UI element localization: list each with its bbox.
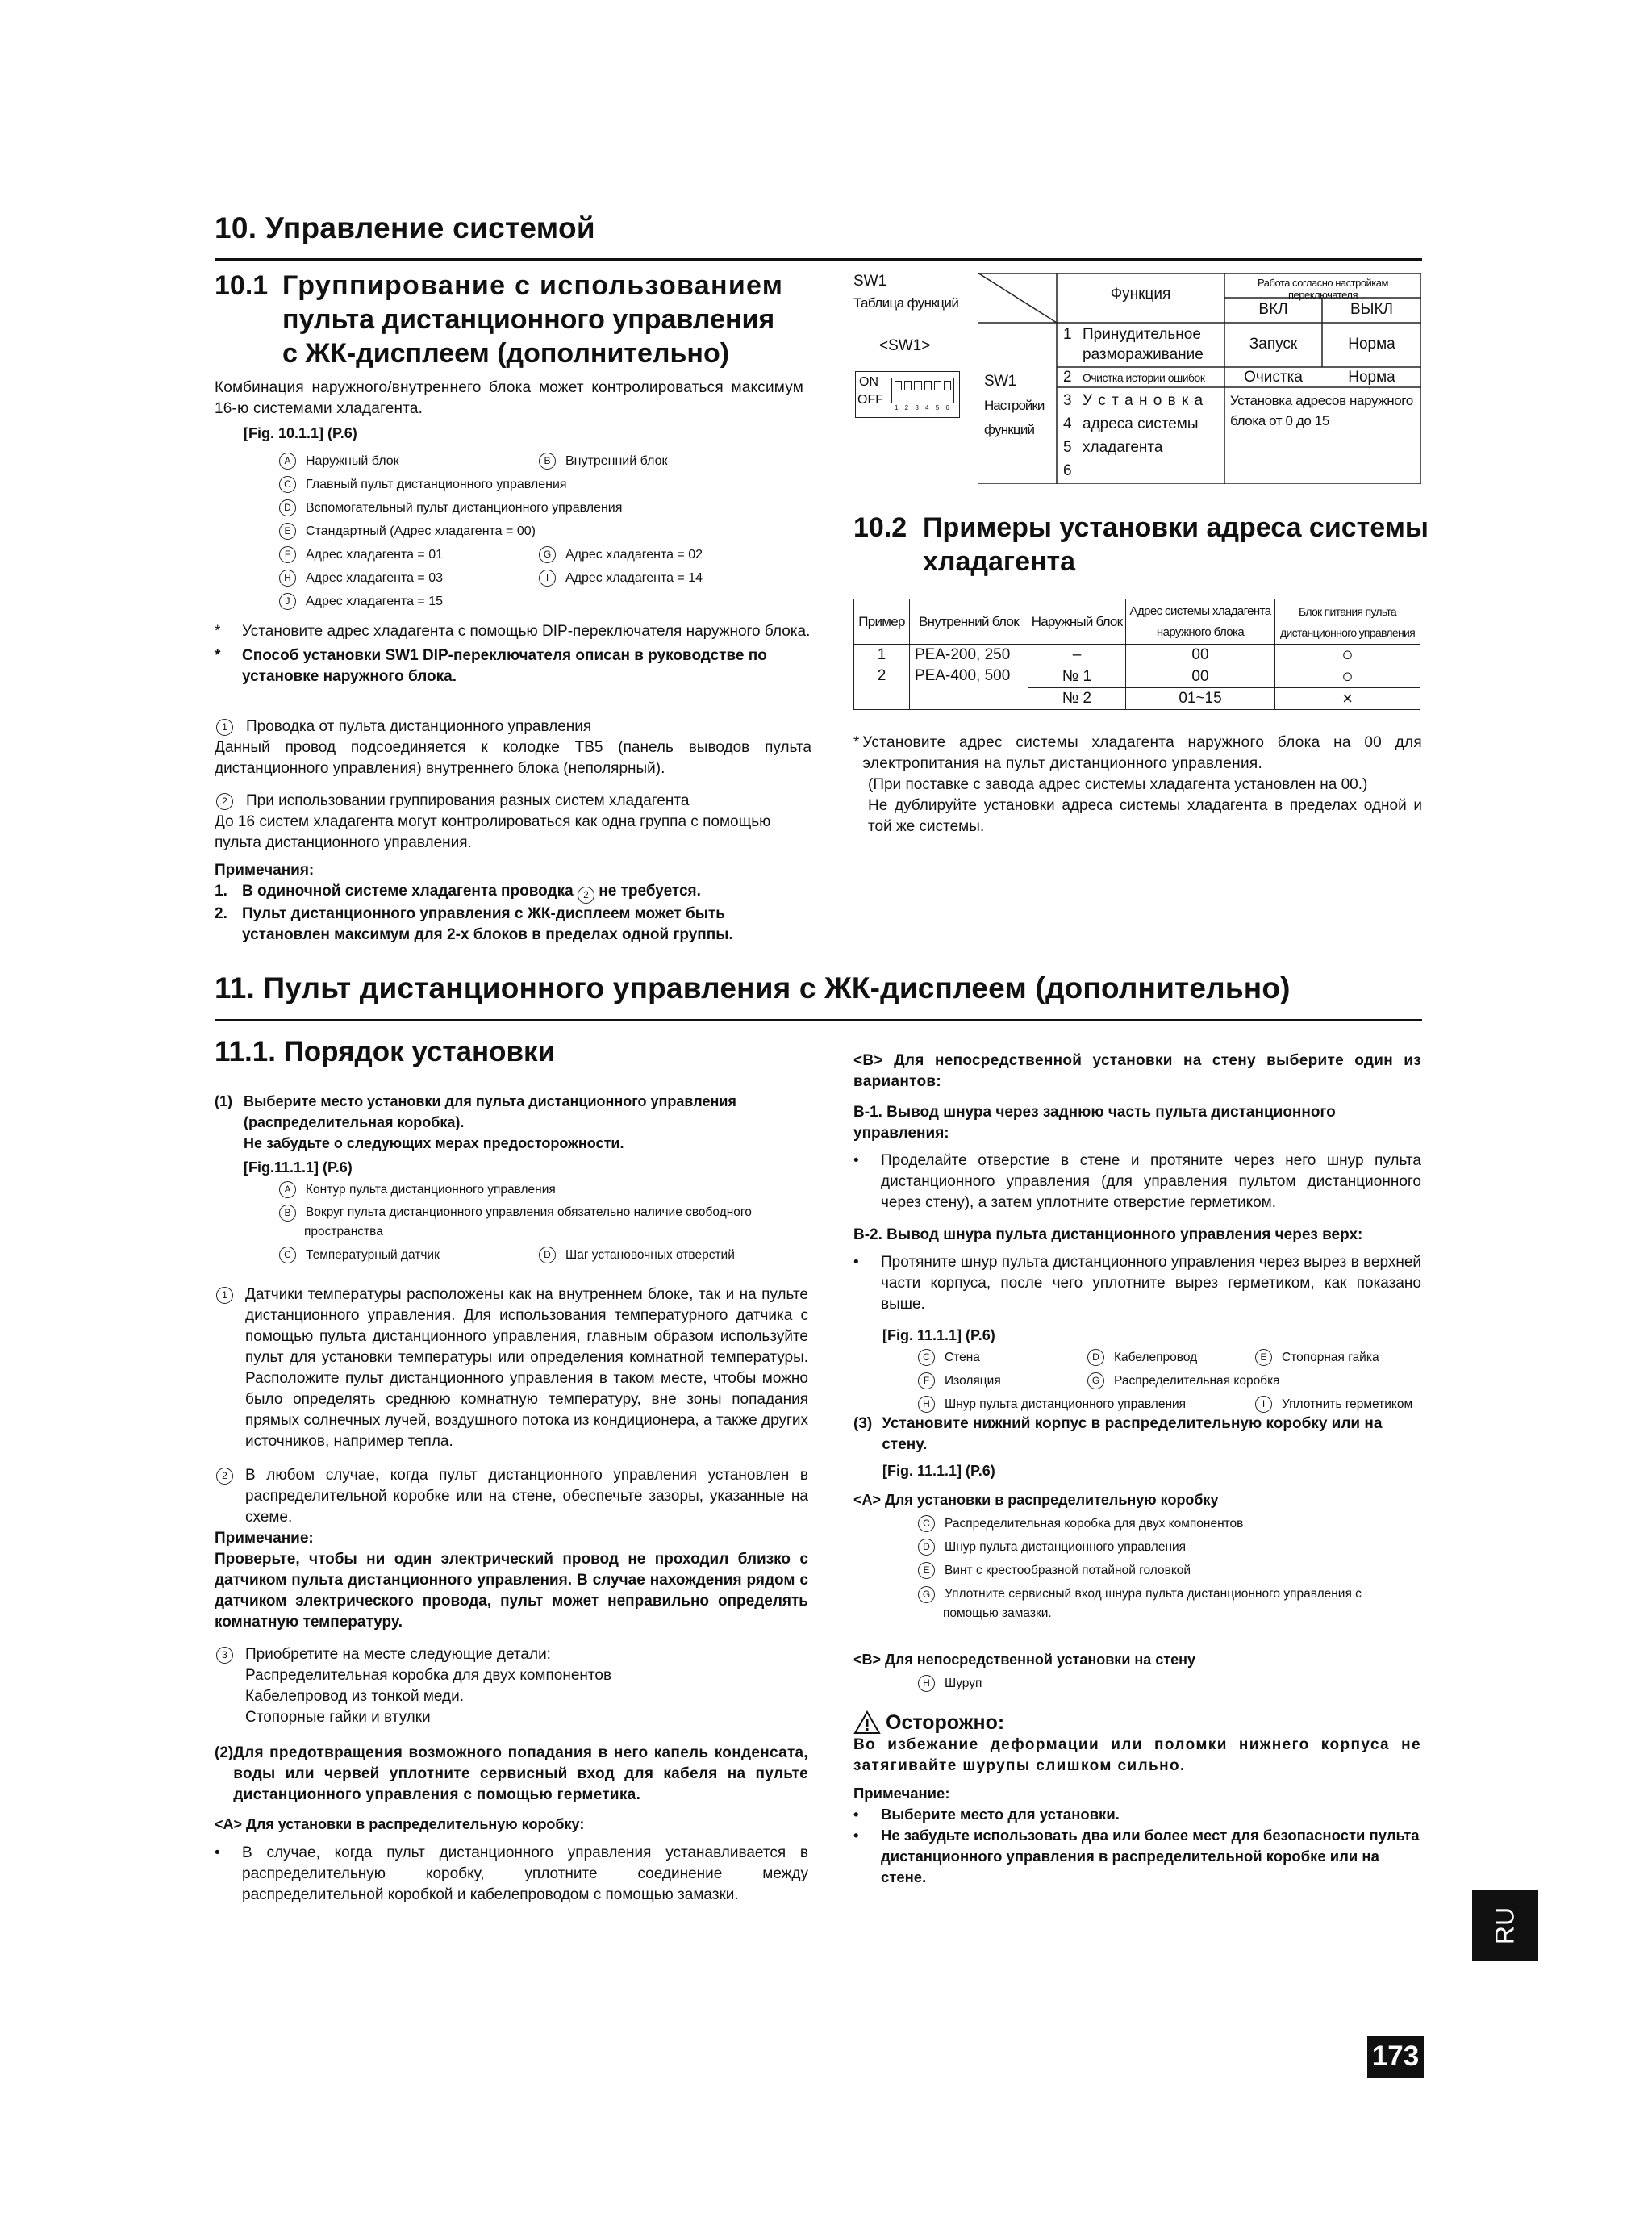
dip-toggle — [914, 381, 921, 390]
marker-icon: C — [918, 1349, 935, 1366]
b2-heading: B-2. Вывод шнура пульта дистанционного управления через верх: — [853, 1226, 1363, 1243]
para-2: В любом случае, когда пульт дистанционного управления установлен в распределительной коробке или на стене, обеспечьте зазоры, указанные на схеме. — [245, 1467, 808, 1526]
b1-text: Проделайте отверстие в стене и протяните через него шнур пульта дистанционного управления (для управления пультом дистанционного через стену), а затем уплотните отверстие герметиком. — [881, 1152, 1421, 1211]
wiring-1-text: Данный провод подсоединяется к колодке TB5 (панель выводов пульта дистанционного управления) внутреннего блока (неполярный). — [215, 739, 811, 777]
marker-icon: D — [1087, 1349, 1104, 1366]
section-11-1-heading: 11.1. Порядок установки — [215, 1036, 556, 1067]
row-func: Очистка истории ошибок — [1083, 371, 1205, 384]
section-10-1-heading — [215, 269, 811, 370]
power-no-icon: × — [1275, 688, 1420, 710]
b1-heading: B-1. Вывод шнура через заднюю часть пульта дистанционного управления: — [853, 1104, 1336, 1142]
marker-icon: C — [279, 1247, 296, 1263]
marker-icon: A — [279, 453, 296, 470]
row-num: 1 — [1063, 326, 1072, 343]
para-3-line-3: Кабелепровод из тонкой меди. — [245, 1688, 465, 1705]
th-power-l1: Блок питания пульта — [1298, 604, 1396, 618]
legend-item: Стена — [945, 1351, 980, 1364]
cell: 01~15 — [1126, 688, 1275, 710]
para-block-1 — [215, 1284, 808, 1528]
cell: 00 — [1126, 666, 1275, 688]
col-function: Функция — [1110, 286, 1171, 303]
heading-line-3: с ЖК-дисплеем (дополнительно) — [282, 338, 730, 369]
language-label: RU — [1490, 1907, 1520, 1945]
note-text: Проверьте, чтобы ни один электрический провод не проходил близко с датчиком пульта дистанционного управления. В случае нахождения рядом с датчиком электрического провода, пульт может неправильно определять комнатную температуру. — [215, 1551, 808, 1631]
note-a: Установите адрес хладагента с помощью DIP-переключателя наружного блока. — [242, 623, 811, 640]
cell: PEA-400, 500 — [910, 666, 1028, 710]
marker-icon: B — [279, 1205, 296, 1222]
marker-icon: I — [539, 570, 556, 587]
side-label-2: Настройки — [984, 398, 1045, 413]
sw1-table-label: Таблица функций — [853, 295, 959, 311]
circle-3-icon: 3 — [216, 1647, 233, 1664]
b1-block: • Проделайте отверстие в стене и протяните через него шнур пульта дистанционного управления (для управления пультом дистанционного через стену), а затем уплотните отверстие герметиком. — [853, 1151, 1421, 1213]
note-11-2: Примечание: • Выберите место для установки. • Не забудьте использовать два или более мест для безопасности пульта дистанционного управления в распределительной коробке или на стене. — [853, 1783, 1421, 1888]
th-example: Пример — [854, 599, 910, 645]
marker-icon: G — [918, 1586, 935, 1603]
sw1-tag: <SW1> — [879, 337, 931, 354]
fig-ref-2: [Fig. 11.1.1] (P.6) — [882, 1327, 995, 1343]
power-yes-icon: ○ — [1275, 666, 1420, 688]
step-3-text: Установите нижний корпус в распределительную коробку или на стену. — [882, 1415, 1383, 1453]
legend-item: Контур пульта дистанционного управления — [306, 1183, 556, 1197]
marker-icon: E — [1255, 1349, 1272, 1366]
legend-item: Шнур пульта дистанционного управления — [945, 1397, 1187, 1411]
legend-item: Вспомогательный пульт дистанционного управления — [306, 501, 623, 515]
note-item-1: Выберите место для установки. — [881, 1806, 1120, 1823]
legend-11-1 — [279, 1178, 811, 1267]
row-2-off: Норма — [1348, 369, 1395, 386]
row-func: Принудительное — [1083, 326, 1201, 343]
b3-legend — [918, 1672, 982, 1695]
legend-item: Вокруг пульта дистанционного управления обязательно наличие свободного — [306, 1205, 752, 1219]
legend-item: Распределительная коробка — [1114, 1374, 1280, 1388]
caution-text: Во избежание деформации или поломки нижнего корпуса не затягивайте шурупы слишком сильно. — [853, 1736, 1421, 1774]
dip-switch — [855, 371, 960, 418]
step-2-text: Для предотвращения возможного попадания в него капель конденсата, воды или червей уплотните сервисный вход для кабеля на пульте дистанционного управления с помощью герметика. — [233, 1744, 808, 1803]
th-address-l2: наружного блока — [1156, 624, 1245, 639]
circle-2-icon: 2 — [216, 1468, 233, 1485]
section-11-title: 11. Пульт дистанционного управления с ЖК-дисплеем (дополнительно) — [215, 971, 1291, 1004]
row-2-on: Очистка — [1244, 369, 1303, 386]
legend-11-3 — [918, 1512, 1434, 1623]
dip-slots — [891, 378, 954, 403]
legend-item: Наружный блок — [306, 454, 399, 468]
para-3-line-2: Распределительная коробка для двух компонентов — [245, 1667, 612, 1684]
section-rule — [215, 1019, 1422, 1021]
row-1-off: Норма — [1348, 336, 1395, 353]
notes-1b: не требуется. — [599, 883, 701, 900]
intro-text: Комбинация наружного/внутреннего блока может контролироваться максимум 16-ю системами хладагента. — [215, 379, 803, 417]
legend-item: Шуруп — [945, 1677, 982, 1690]
step-1-line-3: Не забудьте о следующих мерах предосторожности. — [244, 1135, 624, 1151]
row-func: адреса системы — [1083, 416, 1199, 432]
marker-icon: F — [279, 546, 296, 563]
marker-icon: E — [279, 523, 296, 540]
heading-line-2: пульта дистанционного управления — [282, 304, 775, 335]
cell: № 1 — [1028, 666, 1126, 688]
heading-line-2: хладагента — [923, 546, 1076, 577]
note-11 — [215, 1528, 808, 1633]
address-note-1: Установите адрес системы хладагента наружного блока на 00 для электропитания на пульт дистанционного управления. — [862, 734, 1422, 772]
side-label — [984, 370, 1044, 442]
fig-ref-3: [Fig. 11.1.1] (P.6) — [882, 1463, 995, 1479]
notes-block: Примечания: 1. В одиночной системе хладагента проводка 2 не требуется. 2. Пульт дистанционного управления с ЖК-дисплеем может быть установлен максимум для 2-х блоков в пределах одной группы. — [215, 860, 811, 946]
legend-item: помощью замазки. — [943, 1606, 1052, 1620]
dip-off-label: OFF — [857, 393, 883, 407]
sw1-label: SW1 — [853, 273, 887, 290]
cell: № 2 — [1028, 688, 1126, 710]
dip-pin-numbers: 1 2 3 4 5 6 — [895, 404, 952, 411]
row-num: 6 — [1063, 462, 1072, 479]
row-func: хладагента — [1083, 439, 1163, 456]
dip-toggle — [934, 381, 941, 390]
fig-ref: [Fig.11.1.1] (P.6) — [244, 1159, 353, 1176]
legend-item: Адрес хладагента = 14 — [565, 571, 703, 585]
marker-icon: F — [918, 1372, 935, 1389]
b-heading — [853, 1050, 1421, 1092]
rows-3-6 — [1063, 389, 1204, 482]
marker-icon: D — [279, 499, 296, 516]
wiring-2-title: При использовании группирования разных систем хладагента — [246, 792, 690, 809]
address-note-2: (При поставке с завода адрес системы хладагента установлен на 00.) — [868, 776, 1368, 793]
note-block: * Установите адрес хладагента с помощью DIP-переключателя наружного блока. * Способ установки SW1 DIP-переключателя описан в руководстве по установке наружного блока. — [215, 621, 811, 687]
a2-heading: <A> Для установки в распределительную коробку — [853, 1492, 1219, 1508]
marker-icon: D — [539, 1247, 556, 1263]
power-yes-icon: ○ — [1275, 645, 1420, 666]
legend-item: Уплотнить герметиком — [1282, 1397, 1413, 1411]
legend-item: Стопорная гайка — [1282, 1351, 1379, 1364]
side-label-1: SW1 — [984, 373, 1016, 390]
circle-2-icon: 2 — [216, 793, 233, 810]
marker-icon: C — [918, 1515, 935, 1532]
a-text: В случае, когда пульт дистанционного управления устанавливается в распределительную коробку, уплотните соединение между распределительной коробкой и кабелепроводом с помощью замазки. — [242, 1844, 808, 1903]
step-1: (1) Выберите место установки для пульта дистанционного управления (распределительная коробка). Не забудьте о следующих мерах предосторожности. [Fig.11.1.1] (P.6) — [215, 1091, 811, 1178]
th-address — [1126, 599, 1275, 645]
page-number: 173 — [1367, 2036, 1424, 2078]
b-heading-text: <B> Для непосредственной установки на стену выберите один из вариантов: — [853, 1052, 1421, 1090]
cell: 1 — [854, 645, 910, 666]
dip-toggle — [944, 381, 951, 390]
b2-text: Протяните шнур пульта дистанционного управления через вырез в верхней части корпуса, после чего уплотните вырез герметиком, как показано выше. — [881, 1254, 1421, 1313]
marker-icon: D — [918, 1539, 935, 1556]
row-num: 5 — [1063, 439, 1072, 456]
circle-1-icon: 1 — [216, 719, 233, 736]
address-examples-table — [853, 599, 1420, 710]
marker-icon: H — [918, 1675, 935, 1692]
value-line-2: блока от 0 до 15 — [1230, 413, 1329, 428]
note-heading: Примечание: — [215, 1530, 314, 1547]
row-1 — [1063, 324, 1204, 365]
row-num: 4 — [1063, 416, 1072, 432]
marker-icon: H — [279, 570, 296, 587]
col-on: ВКЛ — [1258, 301, 1288, 318]
fig-ref: [Fig. 10.1.1] (P.6) — [244, 425, 357, 441]
legend-item: Температурный датчик — [306, 1248, 440, 1262]
circle-1-icon: 1 — [216, 1287, 233, 1304]
wiring-1-title: Проводка от пульта дистанционного управления — [246, 718, 592, 735]
legend-item: Шаг установочных отверстий — [565, 1248, 735, 1262]
step-1-line-1: Выберите место установки для пульта дистанционного управления — [244, 1093, 736, 1109]
th-power-l2: дистанционного управления — [1280, 625, 1415, 639]
th-outdoor: Наружный блок — [1028, 599, 1126, 645]
b2-block: • Протяните шнур пульта дистанционного управления через вырез в верхней части корпуса, после чего уплотните вырез герметиком, как показано выше. — [853, 1252, 1421, 1315]
dip-toggle — [924, 381, 932, 390]
side-label-3: функций — [984, 422, 1035, 437]
col-work: Работа согласно настройкам переключателя — [1258, 277, 1388, 301]
col-off: ВЫКЛ — [1350, 301, 1394, 318]
legend-item: Винт с крестообразной потайной головкой — [945, 1564, 1191, 1577]
legend-item: Шнур пульта дистанционного управления — [945, 1540, 1187, 1554]
row-func: У с т а н о в к а — [1083, 392, 1204, 409]
cell: PEA-200, 250 — [910, 645, 1028, 666]
marker-icon: G — [1087, 1372, 1104, 1389]
notes-heading: Примечания: — [215, 862, 315, 879]
b3-heading: <B> Для непосредственной установки на стену — [853, 1652, 1195, 1668]
cell: 00 — [1126, 645, 1275, 666]
legend-item: Адрес хладагента = 03 — [306, 571, 444, 585]
notes-2: Пульт дистанционного управления с ЖК-дисплеем может быть установлен максимум для 2-х блоков в пределах одной группы. — [242, 905, 733, 943]
heading-line-1: Группирование с использованием — [282, 270, 784, 301]
rows-3-6-value — [1230, 390, 1413, 431]
legend-10-1 — [279, 449, 811, 613]
note-item-2: Не забудьте использовать два или более мест для безопасности пульта дистанционного управления в распределительной коробке или на стене. — [881, 1827, 1420, 1886]
legend-item: Адрес хладагента = 15 — [306, 595, 444, 608]
legend-item: пространства — [304, 1225, 383, 1238]
address-note-3: Не дублируйте установки адреса системы хладагента в пределах одной и той же системы. — [868, 797, 1422, 835]
a-heading: <A> Для установки в распределительную коробку: — [215, 1816, 585, 1832]
dip-toggle — [904, 381, 912, 390]
marker-icon: E — [918, 1562, 935, 1579]
circle-2-icon: 2 — [578, 887, 594, 904]
note-b: Способ установки SW1 DIP-переключателя описан в руководстве по установке наружного блока. — [242, 647, 767, 685]
address-notes: * Установите адрес системы хладагента наружного блока на 00 для электропитания на пульт дистанционного управления. (При поставке с завода адрес системы хладагента установлен на 00.) Не дублируйте установки адреса системы хладагента в пределах одной и той же системы. — [853, 733, 1422, 837]
row-num: 3 — [1063, 392, 1072, 409]
step-3: (3) Установите нижний корпус в распределительную коробку или на стену. [Fig. 11.1.1] (P.6) — [853, 1414, 1421, 1481]
marker-icon: I — [1255, 1396, 1272, 1413]
wiring-block — [215, 716, 811, 854]
note-heading: Примечание: — [853, 1785, 950, 1802]
marker-icon: C — [279, 476, 296, 493]
legend-item: Кабелепровод — [1114, 1351, 1198, 1364]
legend-item: Изоляция — [945, 1374, 1001, 1388]
section-num: 10.1 — [215, 270, 269, 301]
step-2: (2) Для предотвращения возможного попадания в него капель конденсата, воды или червей уплотните сервисный вход для кабеля на пульте дистанционного управления с помощью герметика. — [215, 1743, 808, 1806]
para-block-3 — [215, 1644, 808, 1728]
marker-icon: A — [279, 1181, 296, 1198]
notes-1: В одиночной системе хладагента проводка — [242, 883, 574, 900]
legend-item: Адрес хладагента = 02 — [565, 548, 703, 562]
row-1-on: Запуск — [1249, 336, 1298, 353]
cell: 2 — [854, 666, 910, 710]
para-3-line-1: Приобретите на месте следующие детали: — [245, 1646, 551, 1663]
legend-item: Главный пульт дистанционного управления — [306, 478, 567, 491]
row-2 — [1063, 369, 1204, 386]
marker-icon: J — [279, 593, 296, 610]
th-power — [1275, 599, 1420, 645]
row-num: 2 — [1063, 369, 1072, 386]
legend-item: Адрес хладагента = 01 — [306, 548, 444, 562]
language-tab — [1472, 1890, 1538, 1961]
step-1-line-2: (распределительная коробка). — [244, 1114, 465, 1130]
a-text-block: • В случае, когда пульт дистанционного управления устанавливается в распределительную коробку, уплотните соединение между распределительной коробкой и кабелепроводом с помощью замазки. — [215, 1843, 808, 1906]
sw1-function-table — [978, 273, 1421, 484]
marker-icon: B — [539, 453, 556, 470]
marker-icon: G — [539, 546, 556, 563]
section-10-title: 10. Управление системой — [215, 211, 595, 244]
row-func-2: размораживание — [1083, 346, 1204, 363]
caution-title: Осторожно: — [886, 1710, 1005, 1734]
legend-11-2 — [918, 1346, 1434, 1416]
legend-item: Внутренний блок — [565, 454, 668, 468]
legend-item: Уплотните сервисный вход шнура пульта дистанционного управления с — [945, 1587, 1362, 1601]
value-line-1: Установка адресов наружного — [1230, 393, 1413, 408]
heading-line-1: Примеры установки адреса системы — [923, 512, 1429, 543]
section-rule — [215, 258, 1422, 261]
warning-icon — [853, 1710, 881, 1735]
section-num: 10.2 — [853, 512, 907, 543]
cell: – — [1028, 645, 1126, 666]
th-indoor: Внутренний блок — [910, 599, 1028, 645]
legend-item: Распределительная коробка для двух компонентов — [945, 1517, 1244, 1531]
para-3-line-4: Стопорные гайки и втулки — [245, 1709, 431, 1726]
section-10-2-heading — [853, 511, 1434, 578]
th-address-l1: Адрес системы хладагента — [1129, 603, 1271, 618]
legend-item: Стандартный (Адрес хладагента = 00) — [306, 524, 536, 538]
dip-toggle — [895, 381, 902, 390]
wiring-2-text: До 16 систем хладагента могут контролироваться как одна группа с помощью пульта дистанционного управления. — [215, 813, 771, 851]
marker-icon: H — [918, 1396, 935, 1413]
para-1: Датчики температуры расположены как на внутреннем блоке, так и на пульте дистанционного управления. Для использования температурного датчика с помощью пульта дистанционного управления, главным образом используйте пульт для установки температуры или определения комнатной температуры. Расположите пульт дистанционного управления в таком месте, чтобы можно было определять среднюю комнатную температуру, вне зоны попадания прямых солнечных лучей, воздушного потока из кондиционера, а также других источников, например тепла. — [245, 1286, 808, 1450]
dip-on-label: ON — [859, 375, 878, 389]
